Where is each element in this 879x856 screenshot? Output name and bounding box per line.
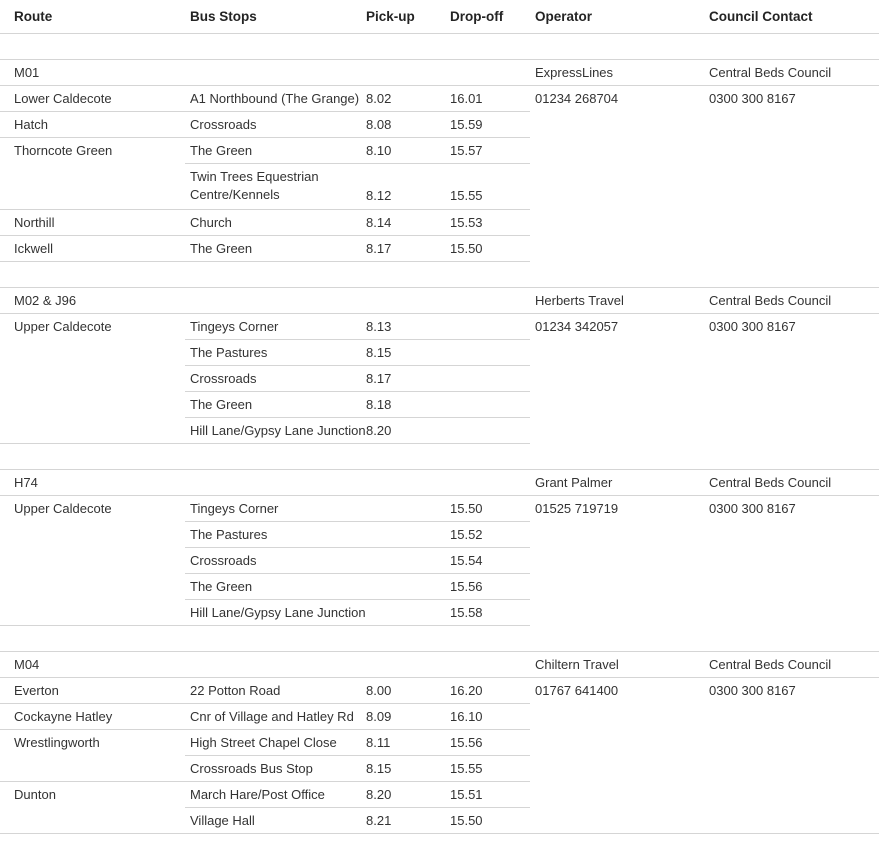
table-row — [0, 807, 879, 833]
operator-phone-cell — [530, 599, 704, 625]
dropoff-cell: 15.50 — [445, 235, 530, 261]
table-row — [0, 163, 879, 209]
council-phone-cell — [704, 391, 879, 417]
table-row — [0, 521, 879, 547]
empty-cell — [185, 469, 530, 495]
bus-stop-cell: Cnr of Village and Hatley Rd — [185, 703, 361, 729]
bus-stop-cell: Tingeys Corner — [185, 313, 361, 339]
dropoff-cell: 15.55 — [445, 163, 530, 209]
operator-phone-cell — [530, 547, 704, 573]
council-phone-cell — [704, 807, 879, 833]
council-phone-cell — [704, 781, 879, 807]
council-phone-cell — [704, 209, 879, 235]
pickup-cell: 8.21 — [361, 807, 445, 833]
dropoff-cell: 15.54 — [445, 547, 530, 573]
pickup-cell: 8.12 — [361, 163, 445, 209]
bus-stop-cell: Crossroads — [185, 111, 361, 137]
section-row-m02-j96 — [0, 287, 879, 313]
bus-stop-cell: Church — [185, 209, 361, 235]
bus-stop-cell: The Green — [185, 573, 361, 599]
table-row — [0, 729, 879, 755]
spacer-cell — [0, 625, 879, 651]
section-spacer-row — [0, 33, 879, 59]
council-name-cell: Central Beds Council — [704, 287, 879, 313]
council-phone-cell — [704, 703, 879, 729]
table-row — [0, 495, 879, 521]
section-row-m01 — [0, 59, 879, 85]
column-header-operator: Operator — [530, 0, 704, 33]
operator-name-cell: Herberts Travel — [530, 287, 704, 313]
bus-stop-cell: A1 Northbound (The Grange) — [185, 85, 361, 111]
council-name-cell: Central Beds Council — [704, 469, 879, 495]
dropoff-cell: 15.59 — [445, 111, 530, 137]
council-name-cell: Central Beds Council — [704, 59, 879, 85]
dropoff-cell: 15.51 — [445, 781, 530, 807]
pickup-cell: 8.17 — [361, 235, 445, 261]
operator-phone-cell — [530, 417, 704, 443]
dropoff-cell — [445, 313, 530, 339]
table-row — [0, 573, 879, 599]
route-cell: Northill — [0, 209, 185, 235]
dropoff-cell: 16.10 — [445, 703, 530, 729]
operator-phone-cell — [530, 573, 704, 599]
pickup-cell: 8.14 — [361, 209, 445, 235]
column-header-drop-off: Drop-off — [445, 0, 530, 33]
table-row — [0, 235, 879, 261]
operator-name-cell: Grant Palmer — [530, 469, 704, 495]
column-header-route: Route — [0, 0, 185, 33]
council-phone-cell: 0300 300 8167 — [709, 500, 796, 516]
bus-stop-cell: The Pastures — [185, 521, 361, 547]
pickup-cell — [361, 547, 445, 573]
route-name-cell: M02 & J96 — [0, 287, 185, 313]
pickup-cell: 8.13 — [361, 313, 445, 339]
operator-phone-cell — [530, 807, 704, 833]
council-phone-cell — [704, 599, 879, 625]
route-cell: Ickwell — [0, 235, 185, 261]
header-row — [0, 0, 879, 33]
bus-stop-cell: The Green — [185, 391, 361, 417]
operator-phone-cell — [530, 521, 704, 547]
dropoff-cell: 15.53 — [445, 209, 530, 235]
operator-phone-cell — [530, 209, 704, 235]
dropoff-cell: 15.56 — [445, 573, 530, 599]
route-cell: Hatch — [0, 111, 185, 137]
operator-phone-cell — [530, 391, 704, 417]
table-row — [0, 137, 879, 163]
council-phone-cell — [704, 755, 879, 781]
pickup-cell — [361, 599, 445, 625]
spacer-cell — [0, 443, 879, 469]
pickup-cell: 8.10 — [361, 137, 445, 163]
dropoff-cell: 15.56 — [445, 729, 530, 755]
table-row — [0, 365, 879, 391]
council-phone-cell — [704, 365, 879, 391]
route-cell — [0, 391, 185, 417]
pickup-cell: 8.02 — [361, 85, 445, 111]
pickup-cell: 8.20 — [361, 781, 445, 807]
pickup-cell: 8.09 — [361, 703, 445, 729]
section-row-h74 — [0, 469, 879, 495]
operator-phone-cell — [530, 339, 704, 365]
council-phone-cell — [704, 111, 879, 137]
bus-stop-cell: Tingeys Corner — [185, 495, 361, 521]
route-name-cell: M01 — [0, 59, 185, 85]
table-row — [0, 677, 879, 703]
table-row — [0, 599, 879, 625]
route-cell: Thorncote Green — [14, 142, 113, 158]
dropoff-cell: 15.58 — [445, 599, 530, 625]
pickup-cell: 8.20 — [361, 417, 445, 443]
table-row — [0, 339, 879, 365]
route-cell: Cockayne Hatley — [0, 703, 185, 729]
pickup-cell — [361, 495, 445, 521]
council-phone-cell — [704, 573, 879, 599]
pickup-cell: 8.08 — [361, 111, 445, 137]
pickup-cell — [361, 573, 445, 599]
section-spacer-row — [0, 261, 879, 287]
dropoff-cell: 15.57 — [445, 137, 530, 163]
dropoff-cell — [445, 339, 530, 365]
section-spacer-row — [0, 625, 879, 651]
council-phone-cell — [704, 339, 879, 365]
pickup-cell: 8.15 — [361, 339, 445, 365]
operator-phone-cell — [530, 163, 704, 209]
route-cell: Everton — [0, 677, 185, 703]
council-phone-cell: 0300 300 8167 — [709, 682, 796, 698]
table-row — [0, 111, 879, 137]
operator-phone-cell — [530, 111, 704, 137]
dropoff-cell: 15.50 — [445, 495, 530, 521]
bus-stop-cell: Village Hall — [185, 807, 361, 833]
bus-stop-cell: March Hare/Post Office — [185, 781, 361, 807]
route-cell — [0, 417, 185, 443]
bus-stop-cell: Crossroads — [185, 547, 361, 573]
council-phone-cell — [704, 547, 879, 573]
route-cell — [0, 339, 185, 365]
pickup-cell: 8.11 — [361, 729, 445, 755]
route-cell: Upper Caldecote — [14, 318, 112, 334]
spacer-cell — [0, 261, 879, 287]
council-phone-cell — [704, 729, 879, 755]
bus-stop-cell: The Green — [185, 137, 361, 163]
spacer-cell — [0, 33, 879, 59]
empty-cell — [185, 651, 530, 677]
bus-stop-cell: Hill Lane/Gypsy Lane Junction — [185, 599, 361, 625]
operator-phone-cell — [530, 729, 704, 755]
bus-stop-cell: 22 Potton Road — [185, 677, 361, 703]
operator-phone-cell — [530, 235, 704, 261]
route-cell: Wrestlingworth — [14, 734, 100, 750]
route-cell — [0, 521, 185, 547]
council-phone-cell: 0300 300 8167 — [709, 318, 796, 334]
table-row — [0, 547, 879, 573]
council-phone-cell — [704, 521, 879, 547]
dropoff-cell: 16.01 — [445, 85, 530, 111]
operator-phone-cell: 01525 719719 — [535, 500, 619, 516]
dropoff-cell — [445, 417, 530, 443]
operator-phone-cell — [530, 703, 704, 729]
bus-stop-cell: Twin Trees Equestrian Centre/Kennels — [185, 163, 361, 209]
column-header-council-contact: Council Contact — [704, 0, 879, 33]
empty-cell — [185, 59, 530, 85]
operator-phone-cell — [530, 755, 704, 781]
dropoff-cell: 16.20 — [445, 677, 530, 703]
dropoff-cell — [445, 391, 530, 417]
council-phone-cell — [704, 137, 879, 163]
operator-phone-cell — [530, 365, 704, 391]
route-cell — [0, 163, 185, 209]
route-cell — [0, 573, 185, 599]
route-cell — [0, 755, 185, 781]
operator-name-cell: ExpressLines — [530, 59, 704, 85]
operator-phone-cell: 01234 342057 — [535, 318, 619, 334]
dropoff-cell: 15.55 — [445, 755, 530, 781]
council-phone-cell — [704, 235, 879, 261]
bus-stop-cell: Crossroads — [185, 365, 361, 391]
empty-cell — [185, 287, 530, 313]
pickup-cell: 8.18 — [361, 391, 445, 417]
operator-phone-cell: 01767 641400 — [535, 682, 619, 698]
dropoff-cell — [445, 365, 530, 391]
operator-phone-cell — [530, 781, 704, 807]
pickup-cell — [361, 521, 445, 547]
column-header-pick-up: Pick-up — [361, 0, 445, 33]
table-row — [0, 391, 879, 417]
route-cell: Dunton — [14, 786, 56, 802]
route-cell: Upper Caldecote — [14, 500, 112, 516]
bus-stop-cell: The Pastures — [185, 339, 361, 365]
operator-name-cell: Chiltern Travel — [530, 651, 704, 677]
bus-stop-cell: Hill Lane/Gypsy Lane Junction — [185, 417, 361, 443]
pickup-cell: 8.17 — [361, 365, 445, 391]
route-cell: Lower Caldecote — [0, 85, 185, 111]
route-cell — [0, 547, 185, 573]
table-row — [0, 417, 879, 443]
council-phone-cell — [704, 417, 879, 443]
pickup-cell: 8.15 — [361, 755, 445, 781]
council-phone-cell — [704, 163, 879, 209]
bus-stop-cell: The Green — [185, 235, 361, 261]
column-header-bus-stops: Bus Stops — [185, 0, 361, 33]
operator-phone-cell — [530, 137, 704, 163]
dropoff-cell: 15.52 — [445, 521, 530, 547]
operator-phone-cell: 01234 268704 — [535, 90, 619, 106]
bus-stop-cell: Crossroads Bus Stop — [185, 755, 361, 781]
route-name-cell: M04 — [0, 651, 185, 677]
dropoff-cell: 15.50 — [445, 807, 530, 833]
route-cell — [0, 365, 185, 391]
table-row — [0, 781, 879, 807]
table-row — [0, 85, 879, 111]
bus-stop-cell: High Street Chapel Close — [185, 729, 361, 755]
council-phone-cell: 0300 300 8167 — [709, 90, 796, 106]
section-row-m04 — [0, 651, 879, 677]
table-row — [0, 209, 879, 235]
table-row — [0, 703, 879, 729]
pickup-cell: 8.00 — [361, 677, 445, 703]
section-spacer-row — [0, 443, 879, 469]
route-cell — [0, 807, 185, 833]
route-cell — [0, 599, 185, 625]
table-row — [0, 313, 879, 339]
council-name-cell: Central Beds Council — [704, 651, 879, 677]
table-row — [0, 755, 879, 781]
route-name-cell: H74 — [0, 469, 185, 495]
